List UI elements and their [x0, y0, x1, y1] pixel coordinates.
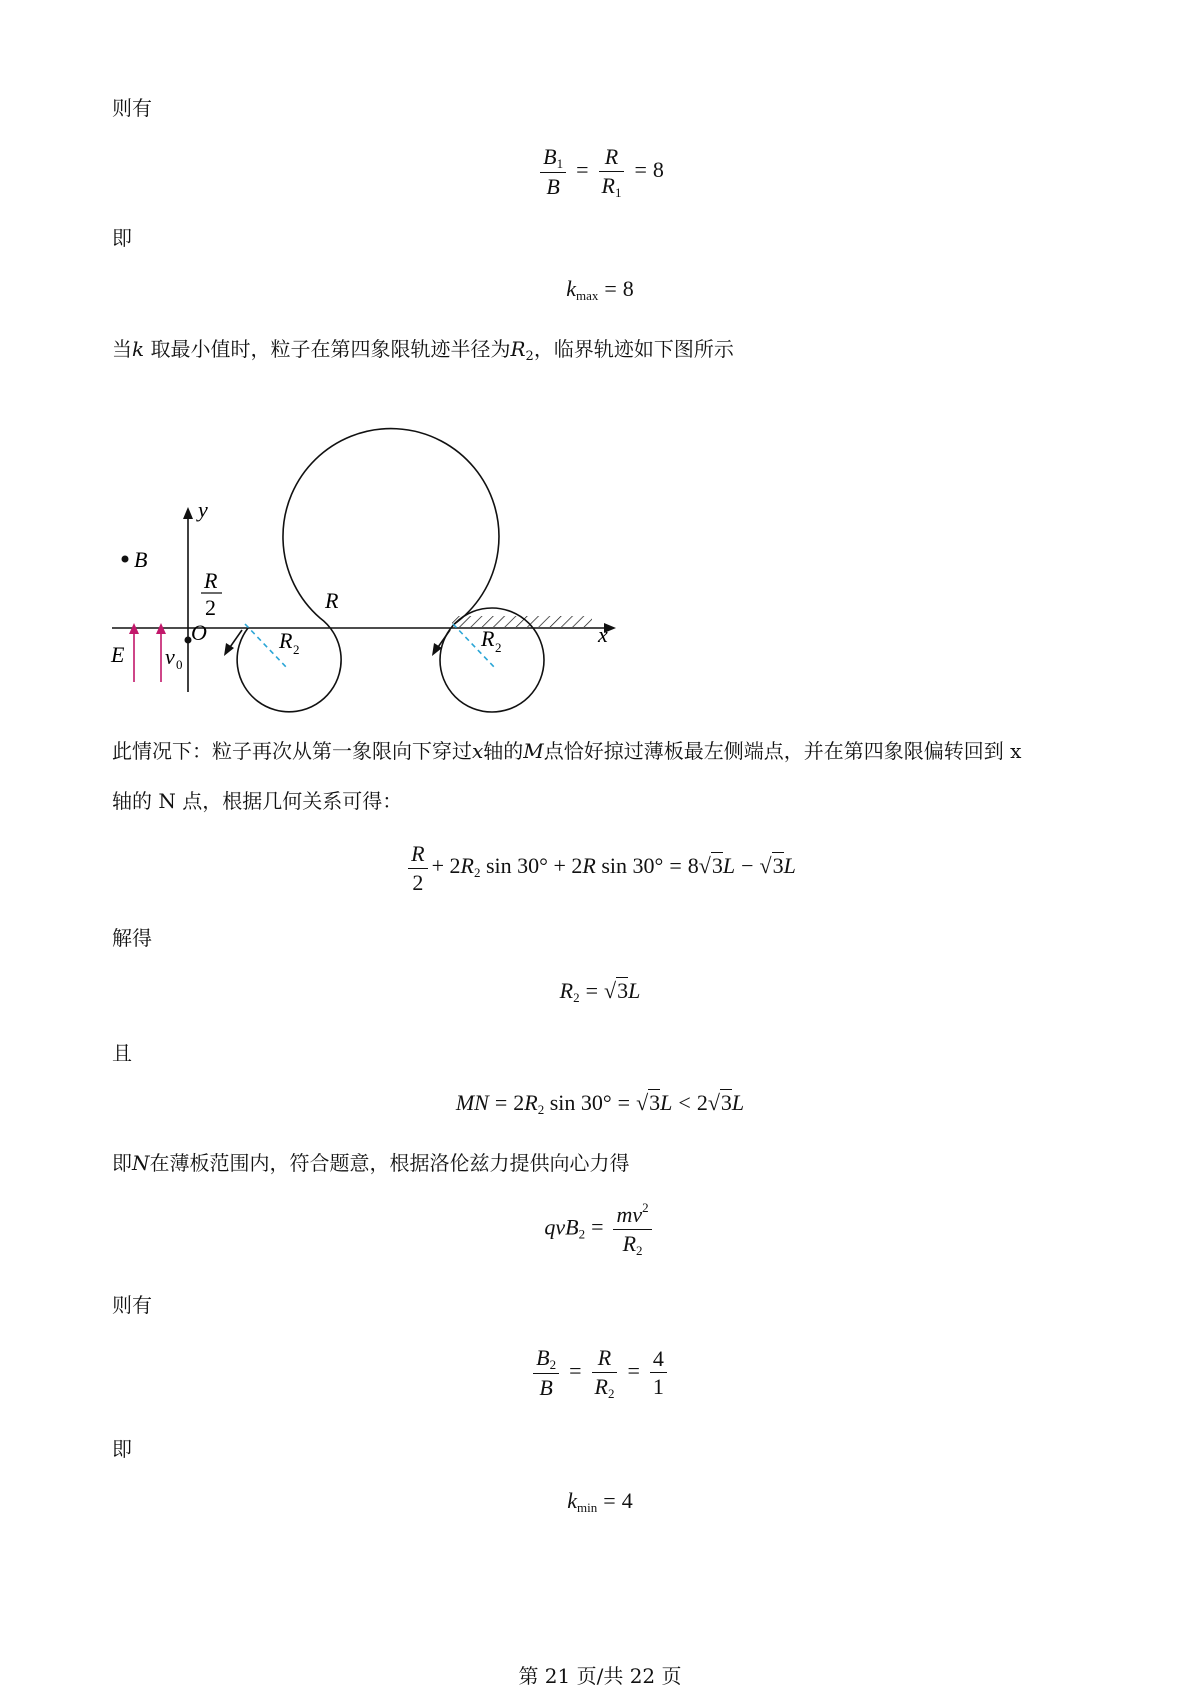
equation-kmin: $k_{min} = 4$ [567, 1488, 633, 1515]
fraction-mv2-over-r2: $\frac{mv^2}{R_2}$ [613, 1200, 651, 1259]
fraction-r-half: $\frac{R}{2}$ [408, 840, 427, 896]
magnetic-field-dot [122, 556, 129, 563]
text-n-point: 轴的 N 点，根据几何关系可得： [112, 789, 403, 813]
text-and: 且 [112, 1041, 132, 1065]
fraction-4-over-1: $\frac{4}{1}$ [650, 1345, 667, 1401]
label-e: E [111, 642, 125, 667]
equation-r2: $R_2 = √3L$ [559, 978, 641, 1005]
label-r-half-num: R [204, 568, 218, 593]
text-namely-1: 即 [112, 226, 132, 250]
y-axis-arrow-icon [183, 507, 193, 519]
label-r2-right: R [481, 626, 495, 651]
label-r2-right-sub: 2 [495, 640, 502, 655]
label-r2-left: R [279, 628, 293, 653]
equation-geometry: $\frac{R}{2}$ + $2R_2$ sin 30° + 2R sin 30° = 8√3L − √3L [0, 840, 1200, 896]
trajectory-diagram [0, 0, 1200, 760]
text-solve: 解得 [112, 926, 152, 950]
trajectory-path [237, 429, 499, 712]
label-r-top: R [325, 588, 339, 613]
equation-lorentz: qvB$_2$ = $\frac{mv^2}{R_2}$ [0, 1200, 1200, 1259]
label-o: O [191, 620, 207, 645]
equation-b1-ratio: $\frac{B_1}{B}$ = $\frac{R}{R_1}$ = 8 [0, 143, 1200, 201]
fraction-r-over-r2: $\frac{R}{R_2}$ [592, 1344, 618, 1402]
text-n-within-plate: 即N在薄板范围内，符合题意，根据洛伦兹力提供向心力得 [112, 1151, 630, 1175]
text-in-this-case: 此情况下：粒子再次从第一象限向下穿过x轴的M点恰好掠过薄板最左侧端点，并在第四象限偏转回到 x [112, 739, 1022, 763]
label-x: x [598, 622, 608, 647]
label-v0-sub: 0 [176, 657, 183, 672]
fraction-b1-over-b: $\frac{B_1}{B}$ [540, 143, 566, 201]
fraction-r-over-r1: $\frac{R}{R_1}$ [599, 143, 625, 201]
text-then-2: 则有 [112, 1293, 152, 1317]
fraction-b2-over-b: $\frac{B_2}{B}$ [533, 1344, 559, 1402]
label-b: B [134, 547, 148, 572]
equation-kmax: $k_{max} = 8$ [566, 276, 634, 303]
label-y: y [198, 497, 208, 522]
label-v0: v [165, 644, 175, 669]
equation-mn: MN = $2R_2$ sin 30° = √3L < 2√3L [455, 1090, 745, 1117]
page-number: 第 21 页/共 22 页 [518, 1664, 682, 1688]
text-namely-2: 即 [112, 1437, 132, 1461]
label-r2-left-sub: 2 [293, 642, 300, 657]
text-then: 则有 [112, 96, 152, 120]
text-when-k-min: 当k 取最小值时，粒子在第四象限轨迹半径为$R_2$，临界轨迹如下图所示 [112, 337, 734, 364]
label-r-half-den: 2 [205, 595, 216, 620]
equation-b2-ratio: $\frac{B_2}{B}$ = $\frac{R}{R_2}$ = $\frac{4}{1}$ [0, 1344, 1200, 1402]
